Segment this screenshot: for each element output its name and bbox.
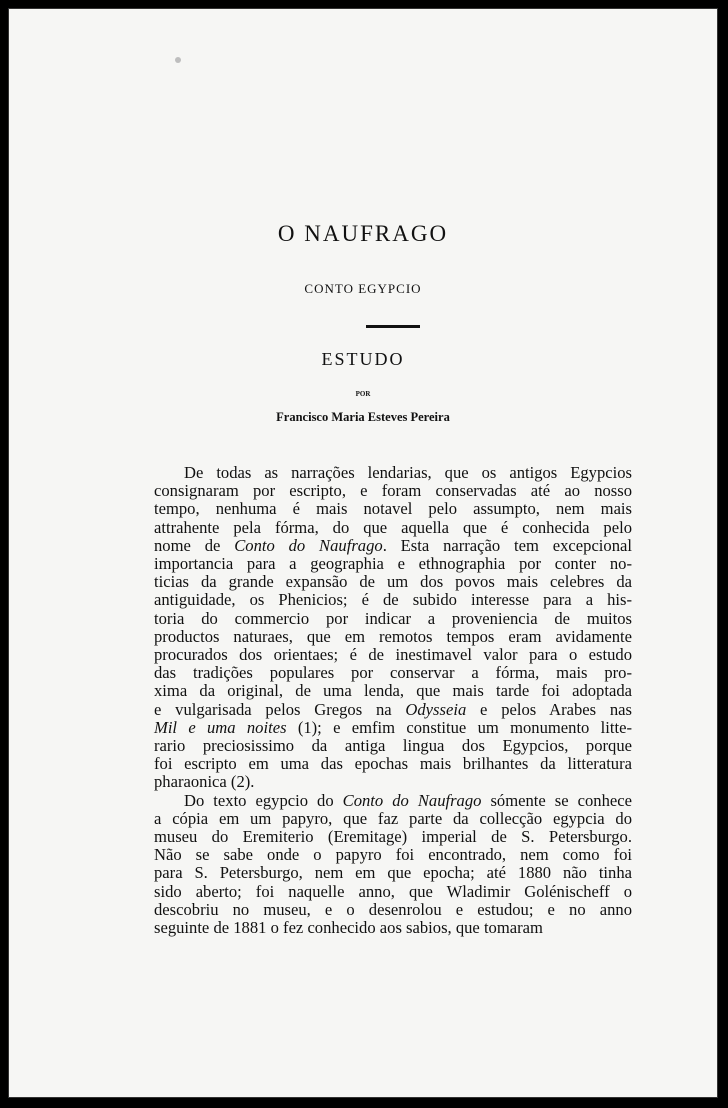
text-line: [154, 464, 632, 482]
text-line: [154, 883, 632, 901]
author-name: Francisco Maria Esteves Pereira: [276, 410, 450, 424]
text-line: [154, 664, 632, 682]
text-run: para S. Petersburgo, nem em que epocha; até 1880 não tinha: [154, 863, 632, 883]
text-run: sómente se conhece: [481, 790, 632, 810]
text-line: [154, 610, 632, 628]
text-run: seguinte de 1881 o fez conhecido aos sabios, que tomaram: [154, 918, 543, 938]
text-line: [154, 537, 632, 555]
text-run: attrahente pela fórma, do que aquella que é conhecida pelo: [154, 517, 632, 537]
text-line: [154, 646, 632, 664]
text-line: [154, 846, 632, 864]
text-run: tempo, nenhuma é mais notavel pelo assumpto, nem mais: [154, 499, 632, 519]
text-line: [154, 773, 632, 791]
text-line: [154, 701, 632, 719]
text-line: [154, 519, 632, 537]
text-line: [154, 901, 632, 919]
paper-speck: [175, 57, 181, 63]
text-run: e pelos Arabes nas: [466, 699, 632, 719]
text-line: [154, 555, 632, 573]
body-text: [154, 464, 632, 937]
italic-title: Mil e uma noites: [154, 717, 287, 737]
text-line: [154, 500, 632, 518]
text-line: [154, 919, 632, 937]
text-run: nome de: [154, 535, 235, 555]
scanned-page: [8, 8, 718, 1098]
text-line: [154, 573, 632, 591]
document-subtitle: CONTO EGYPCIO: [304, 281, 422, 296]
text-run: das tradições populares por conservar a fórma, mais pro-: [154, 663, 632, 683]
text-line: [154, 482, 632, 500]
text-line: [154, 828, 632, 846]
italic-title: Odysseia: [405, 699, 467, 719]
title-divider: [366, 325, 420, 328]
text-run: toria do commercio por indicar a proveniencia de muitos: [154, 608, 632, 628]
text-line: [154, 628, 632, 646]
text-run: . Esta narração tem excepcional: [382, 535, 632, 555]
text-run: ticias da grande expansão de um dos povos mais celebres da: [154, 572, 632, 592]
text-run: Não se sabe onde o papyro foi encontrado, nem como foi: [154, 845, 632, 865]
text-line: [154, 591, 632, 609]
text-line: [154, 682, 632, 700]
text-run: productos naturaes, que em remotos tempos eram avidamente: [154, 626, 632, 646]
section-heading: ESTUDO: [321, 349, 405, 369]
text-run: museu do Eremiterio (Eremitage) imperial de S. Petersburgo.: [154, 827, 632, 847]
text-run: a cópia em um papyro, que faz parte da collecção egypcia do: [154, 808, 632, 828]
text-line: [154, 737, 632, 755]
text-line: [154, 755, 632, 773]
text-run: antiguidade, os Phenicios; é de subido interesse para a his-: [154, 590, 632, 610]
text-run: De todas as narrações lendarias, que os antigos Egypcios: [184, 463, 632, 482]
text-run: Do texto egypcio do: [184, 790, 343, 810]
text-run: xima da original, de uma lenda, que mais tarde foi adoptada: [154, 681, 632, 701]
text-run: rario preciosissimo da antiga lingua dos Egypcios, porque: [154, 736, 632, 756]
text-run: procurados dos orientaes; é de inestimavel valor para o estudo: [154, 645, 632, 665]
document-title: O NAUFRAGO: [277, 221, 449, 246]
text-line: [154, 864, 632, 882]
text-line: [154, 719, 632, 737]
text-run: e vulgarisada pelos Gregos na: [154, 699, 406, 719]
text-run: (1); e emfim constitue um monumento litte-: [286, 717, 632, 737]
italic-title: Conto do Naufrago: [234, 535, 383, 555]
text-run: foi escripto em uma das epochas mais brilhantes da litteratura: [154, 754, 632, 774]
text-run: descobriu no museu, e o desenrolou e estudou; e no anno: [154, 899, 632, 919]
italic-title: Conto do Naufrago: [342, 790, 482, 810]
by-label: POR: [355, 390, 371, 398]
text-line: [154, 792, 632, 810]
text-run: consignaram por escripto, e foram conservadas até ao nosso: [154, 481, 632, 501]
text-run: importancia para a geographia e ethnographia por conter no-: [154, 554, 632, 574]
text-run: pharaonica (2).: [154, 772, 255, 792]
text-run: sido aberto; foi naquelle anno, que Wladimir Golénischeff o: [154, 881, 632, 901]
text-line: [154, 810, 632, 828]
